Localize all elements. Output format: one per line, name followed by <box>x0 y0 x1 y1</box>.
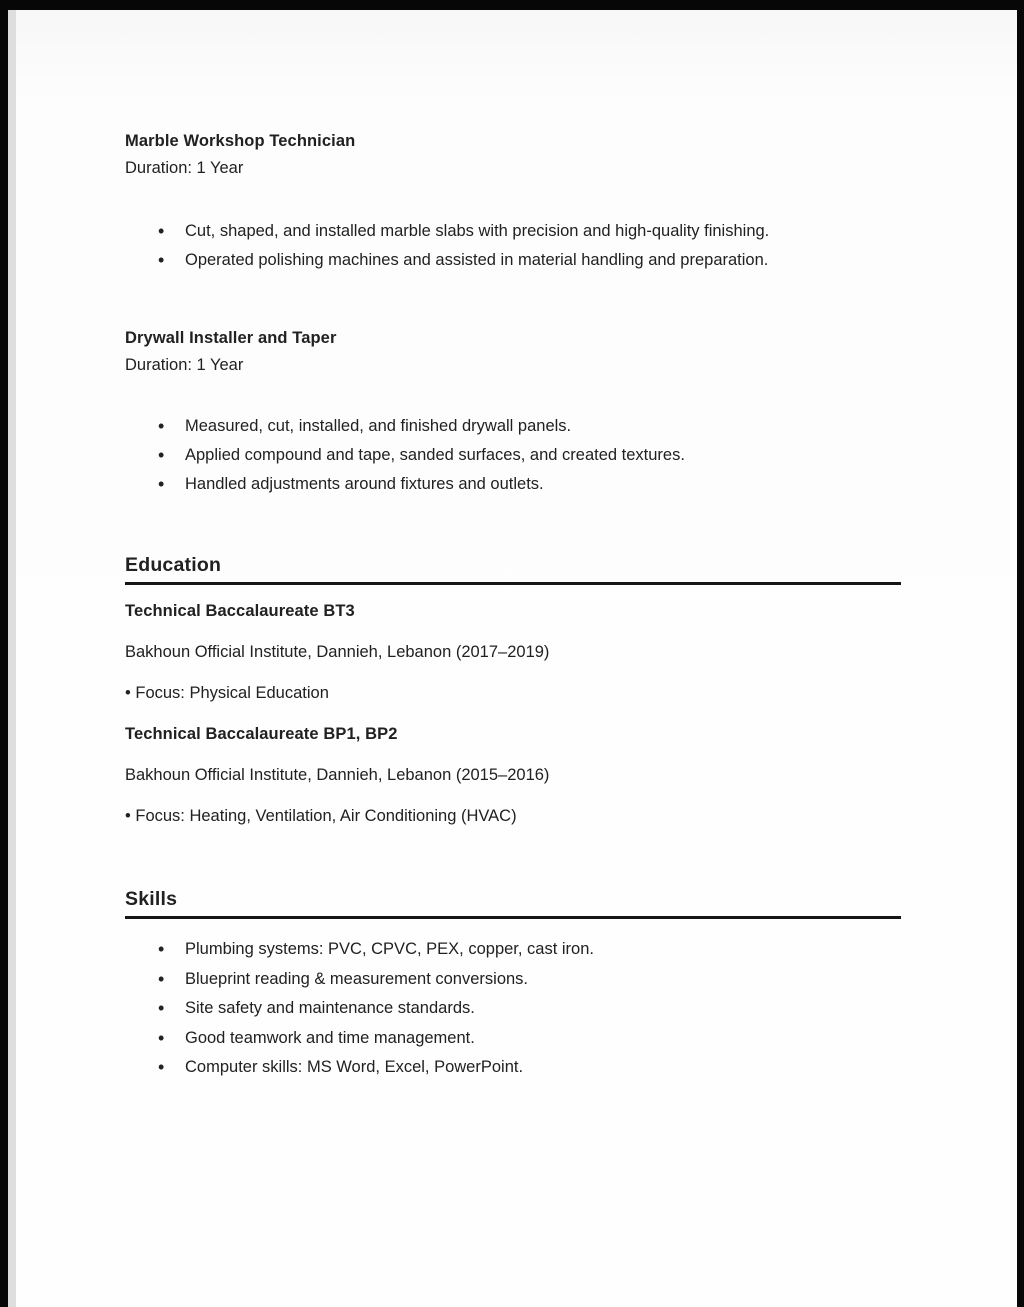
skills-list <box>125 935 901 1083</box>
job-title: Drywall Installer and Taper <box>125 329 337 347</box>
institution-text: Bakhoun Official Institute, Dannieh, Lebanon (2017–2019) <box>125 643 550 661</box>
focus-text: • Focus: Heating, Ventilation, Air Conditioning (HVAC) <box>125 807 517 825</box>
skill-item: • Computer skills: MS Word, Excel, PowerPoint. <box>125 1053 901 1083</box>
job-bullet-list <box>125 412 901 499</box>
frame-right-bar <box>1017 0 1024 1307</box>
job-title: Marble Workshop Technician <box>125 132 356 150</box>
skill-item: • Plumbing systems: PVC, CPVC, PEX, copper, cast iron. <box>125 935 901 965</box>
section-heading-education: Education <box>125 553 901 585</box>
institution-text: Bakhoun Official Institute, Dannieh, Lebanon (2015–2016) <box>125 766 550 784</box>
bullet-item: • Operated polishing machines and assisted in material handling and preparation. <box>125 246 901 275</box>
frame-left-bar <box>0 0 8 1307</box>
bullet-item: • Handled adjustments around fixtures and outlets. <box>125 470 901 499</box>
bullet-item: • Measured, cut, installed, and finished drywall panels. <box>125 412 901 441</box>
resume-content <box>125 131 901 1083</box>
focus-text: • Focus: Physical Education <box>125 684 329 702</box>
document-page <box>16 10 1017 1307</box>
skill-item: • Blueprint reading & measurement conversions. <box>125 965 901 995</box>
bullet-item: • Cut, shaped, and installed marble slabs with precision and high-quality finishing. <box>125 217 901 246</box>
job-bullet-list <box>125 217 901 275</box>
job-duration: Duration: 1 Year <box>125 356 244 374</box>
frame-top-bar <box>0 0 1024 10</box>
degree-title: Technical Baccalaureate BP1, BP2 <box>125 725 398 743</box>
section-heading-skills: Skills <box>125 887 901 919</box>
bullet-item: • Applied compound and tape, sanded surfaces, and created textures. <box>125 441 901 470</box>
job-duration: Duration: 1 Year <box>125 159 244 177</box>
skill-item: • Site safety and maintenance standards. <box>125 994 901 1024</box>
page-edge-strip <box>8 10 16 1307</box>
skill-item: • Good teamwork and time management. <box>125 1024 901 1054</box>
degree-title: Technical Baccalaureate BT3 <box>125 602 355 620</box>
